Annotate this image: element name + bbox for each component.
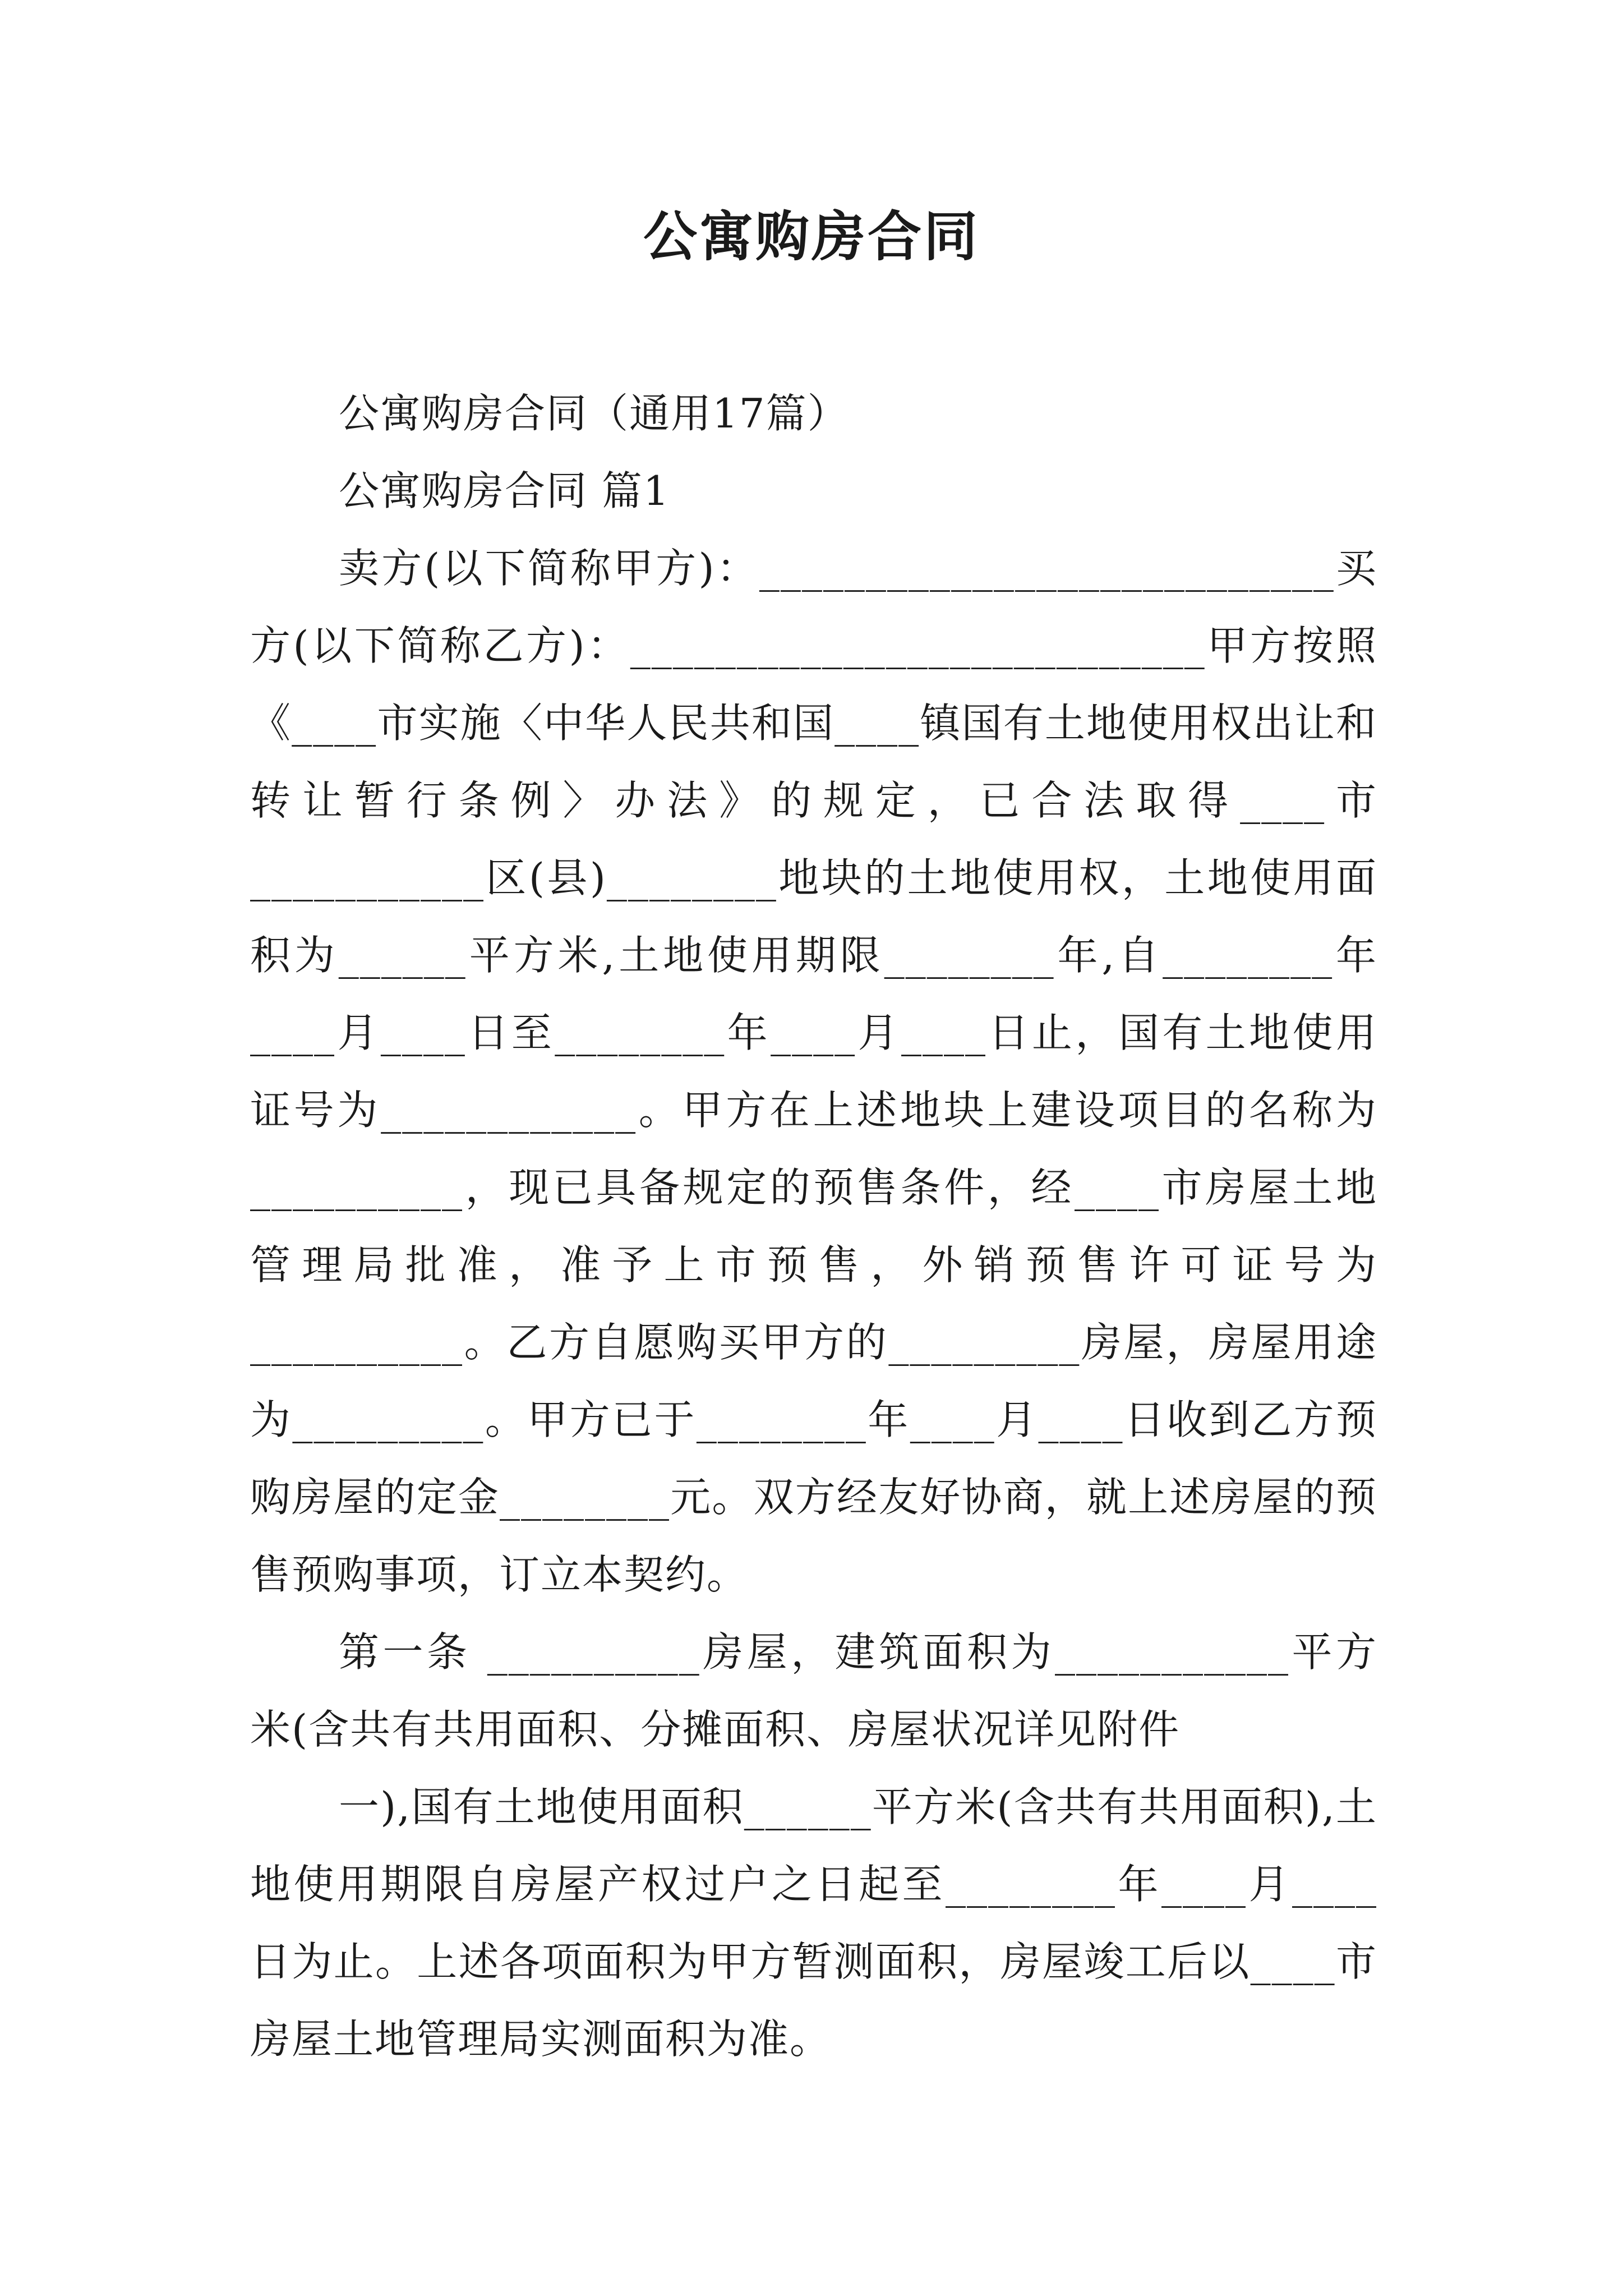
body-paragraph: 卖方(以下简称甲方)：___________________________买方(以下简称乙方)：___________________________甲方按照《____市实施〈中华人民共和国____镇国有土地使用权出让和转让暂行条例〉办法》的规定，已合法取得____市___________区(县)________地块的土地使用权，土地使用面积为______平方米,土地使用期限________年,自________年____月____日至________年____月____日止，国有土地使用证号为____________。甲方在上述地块上建设项目的名称为__________，现已具备规定的预售条件，经____市房屋土地管理局批准，准予上市预售，外销预售许可证号为__________。乙方自愿购买甲方的_________房屋，房屋用途为_________。甲方已于________年____月____日收到乙方预购房屋的定金________元。双方经友好协商，就上述房屋的预售预购事项，订立本契约。 <box>250 545 1377 1598</box>
body-paragraph: 一),国有土地使用面积______平方米(含共有共用面积),土地使用期限自房屋产权过户之日起至________年____月____日为止。上述各项面积为甲方暂测面积，房屋竣工后以____市房屋土地管理局实测面积为准。 <box>250 1783 1377 2063</box>
section-heading: 公寓购房合同 篇1 <box>339 467 670 514</box>
document-subtitle: 公寓购房合同（通用17篇） <box>339 390 849 437</box>
document-title: 公寓购房合同 <box>643 205 980 268</box>
document-body <box>250 375 1377 2078</box>
body-paragraph: 第一条 __________房屋，建筑面积为___________平方米(含共有共用面积、分摊面积、房屋状况详见附件 <box>250 1628 1377 1753</box>
